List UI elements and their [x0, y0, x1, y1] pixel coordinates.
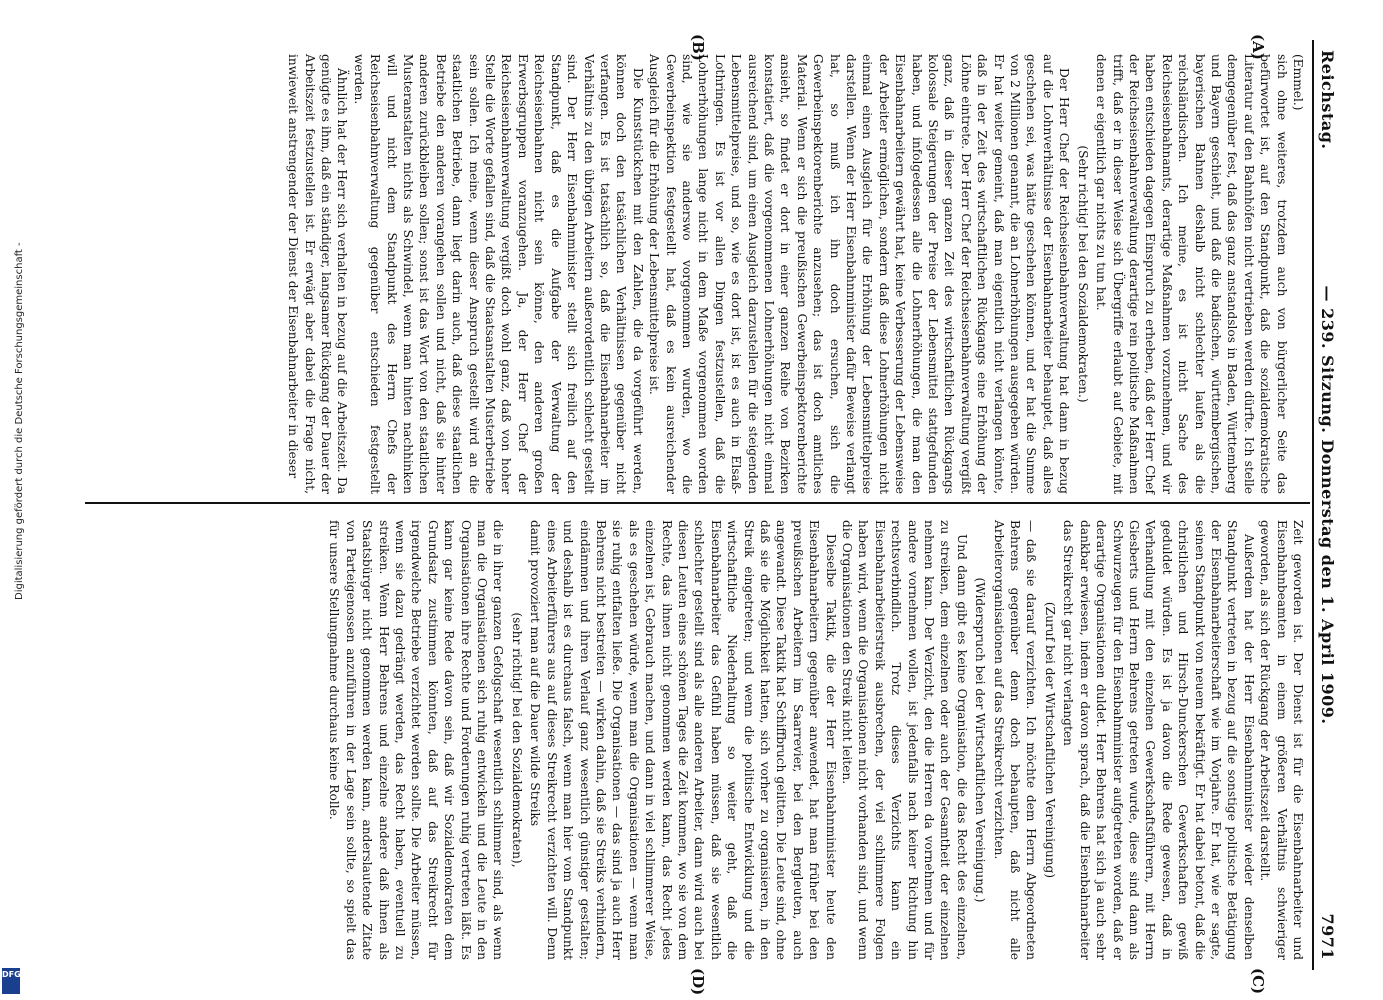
- margin-marker-a: (A): [1249, 34, 1267, 60]
- dfg-logo: [2, 968, 20, 994]
- column-divider: [85, 502, 1310, 504]
- paragraph: die in ihrer ganzen Gefolgschaft wesentlich schlimmer sind, als wenn man die Organisationen sich ruhig entwickeln und die Leute in den Organisationen ihre Rechte und Forderungen ruhig vertreten läßt. Es kann gar keine Rede davon sein, daß wir Sozialdemokraten dem Grundsatz zustimmen könnten, daß auf das Streikrecht für irgendwelche Betriebe verzichtet werden sollte. Die Arbeiter müssen, wenn sie dazu gedrängt werden, das Recht haben, eventuell zu streiken. Wenn Herr Behrens und einzelne andere daß ihnen als Staatsbürger nicht genommen werden kann, anderslautende Zitate von Parteigenossen anzuführen in der Lage sein sollte, so spielt das für unsere Stellungnahme durchaus keine Rolle.: [327, 520, 506, 960]
- header-left: Reichstag.: [1318, 50, 1337, 150]
- paragraph: (Emmel.): [1291, 54, 1305, 111]
- paragraph: Die Kunststückchen mit den Zahlen, die da vorgeführt werden, können doch den tatsächlichen Verhältnissen gegenüber nicht verfangen. Es ist tatsächlich so, daß die Eisenbahnarbeiter im Verhältnis zu den übrigen Arbeitern außerordentlich schlecht gestellt sind. Der Herr Eisenbahnminister stellt sich freilich auf den Standpunkt, daß es die Aufgabe der Verwaltung der Reichseisenbahnen nicht sein könne, den anderen großen Erwerbsgruppen voranzugehen. Ja, der Herr Chef der Reichseisenbahnverwaltung vergißt doch wohl ganz, daß von hoher Stelle die Worte gefallen sind, daß die Staatsanstalten Musterbetriebe sein sollen. Ich meine, wenn dieser Anspruch gestellt wird an die staatlichen Betriebe, dann liegt darin auch, daß diese staatlichen Betriebe den anderen vorangehen sollen und nicht, daß sie hinter anderen zurückbleiben sollen; sonst ist das Wort von den staatlichen Musteranstalten nichts als Schwindel, wenn man hinten nachhinken will und nicht dem Standpunkt des Herrn Chefs der Reichseisenbahnverwaltung gegenüber entschieden festgestellt werden.: [351, 54, 645, 494]
- page-header: [1312, 40, 1340, 970]
- header-center: — 239. Sitzung. Donnerstag den 1. April 1909.: [1318, 285, 1337, 725]
- margin-marker-b: (B): [689, 34, 707, 61]
- left-column: [285, 34, 1306, 495]
- digitization-credit: Digitalisierung gefördert durch die Deutsche Forschungsgemeinschaft -: [14, 242, 25, 600]
- right-column: [326, 520, 1306, 996]
- interjection-remark: (Zuruf bei der Wirtschaftlichen Vereinigung): [1042, 601, 1057, 879]
- paragraph: Ähnlich hat der Herr sich verhalten in bezug auf die Arbeitszeit. Da genügte es ihm, daß ein ständiger, langsamer Rückgang der Dauer der Arbeitszeit festzustellen ist. Er erwägt aber dabei die Frage nicht, inwieweit anstrengender der Dienst der Eisenbahnarbeiter in dieser: [286, 54, 350, 495]
- interjection-remark: (sehr richtig! bei den Sozialdemokraten),: [509, 612, 524, 868]
- paragraph: Zeit geworden ist. Der Dienst ist für die Eisenbahnarbeiter und Eisenbahnbeamten in einem größeren Verhältnis schwieriger geworden, als sich der Rückgang der Arbeitszeit darstellt.: [1258, 520, 1305, 960]
- margin-marker-c: (C): [1249, 968, 1267, 995]
- paragraph: sich ohne weiteres, trotzdem auch von bürgerlicher Seite das befürwortet ist, auf den Standpunkt, daß die sozialdemokratische Literatur auf den Bahnhöfen nicht vertrieben werden dürfte. Ich stelle demgegenüber fest, daß das ganz anstandslos in Baden, Württemberg und Bayern geschieht, und daß die badischen, württembergischen, bayerischen Bahnen deshalb nicht schlechter laufen als die reichsländischen. Ich meine, es ist nicht Sache des Reichseisenbahnamts, derartige Maßnahmen vorzunehmen, und wir haben entschieden dagegen Einspruch zu erheben, daß der Herr Chef der Reichseisenbahnverwaltung derartige rein politische Maßnahmen trifft, daß er in dieser Weise sich Übergriffe erlaubt auf Gebiete, mit denen er eigentlich gar nichts zu tun hat.: [1094, 54, 1289, 494]
- paragraph: Außerdem hat der Herr Eisenbahnminister wieder denselben Standpunkt vertreten in bezug auf die sonstige politische Betätigung der Eisenbahnarbeiterschaft wie im Vorjahre. Er hat, wie er sagte, seinen Standpunkt von neuem bekräftigt. Er hat dabei betont, daß die christlichen und Hirsch-Dunckerschen Gewerkschaften gewiß geduldet würden. Es ist ja davon die Rede gewesen, daß in Verhandlung mit den einzelnen Gewerkschaftsführern, mit Herrn Giesberts und Herrn Behrens getreten wurde, diese sind dann als Schwurzeugen für den Eisenbahnminister aufgetreten worden, daß er derartige Organisationen duldet. Herr Behrens hat sich ja auch sehr dankbar erwiesen, indem er davon sprach, daß die Eisenbahnarbeiter das Streikrecht gar nicht verlangten: [1061, 520, 1256, 960]
- paragraph: — daß sie darauf verzichten. Ich möchte dem Herrn Abgeordneten Behrens gegenüber denn doch behaupten, daß nicht alle Arbeiterorganisationen auf das Streikrecht verzichten.: [991, 520, 1039, 960]
- interjection-remark: (Sehr richtig! bei den Sozialdemokraten.): [1075, 145, 1090, 403]
- rotated-page: [70, 34, 1340, 996]
- dfg-logo-text: DFG: [2, 970, 21, 979]
- interjection-remark: (Widerspruch bei der Wirtschaftlichen Vereinigung.): [973, 577, 988, 903]
- paragraph: Der Herr Chef der Reichseisenbahnverwaltung hat dann in bezug auf die Lohnverhältnisse der Eisenbahnarbeiter behauptet, daß alles geschehen sei, was hätte geschehen können, und er hat die Summe von 2 Millionen genannt, die an Lohnerhöhungen ausgegeben würden. Er hat weiter gemeint, daß man eigentlich nicht verlangen könnte, daß in der Zeit des wirtschaftlichen Rückgangs eine Erhöhung der Löhne eintrete. Der Herr Chef der Reichseisenbahnverwaltung vergißt ganz, daß in dieser ganzen Zeit des wirtschaftlichen Rückgangs kolossale Steigerungen der Preise der Lebensmittel stattgefunden haben, und infolgedessen alle die Lohnerhöhungen, die man den Eisenbahnarbeitern gewährt hat, keine Verbesserung der Lebensweise der Arbeiter ermöglichen, sondern daß diese Lohnerhöhungen nicht einmal einen Ausgleich für die Erhöhung der Lebensmittelpreise darstellen. Wenn der Herr Eisenbahnminister dafür Beweise verlangt hat, so muß ich ihn doch ersuchen, sich die Gewerbeinspektorenberichte anzusehen; das ist doch amtliches Material. Wenn er sich die preußischen Gewerbeinspektorenberichte ansieht, so findet er dort in einer ganzen Reihe von Bezirken konstatiert, daß die vorgenommenen Lohnerhöhungen nicht einmal ausreichend sind, um einen Ausgleich darzustellen für die steigenden Lebensmittelpreise, und so, wie es dort ist, ist es auch in Elsaß-Lothringen. Es ist vor allen Dingen festzustellen, daß die Lohnerhöhungen lange nicht in dem Maße vorgenommen worden sind, wie sie anderswo vorgenommen wurden, wo die Gewerbeinspektion festgestellt hat, daß es kein ausreichender Ausgleich für die Erhöhung der Lebensmittelpreise ist.: [647, 54, 1072, 494]
- page-number: 7971: [1318, 913, 1337, 960]
- margin-marker-d: (D): [689, 968, 707, 996]
- paragraph: Dieselbe Taktik, die der Herr Eisenbahnminister heute den Eisenbahnarbeitern gegenüber anwendet, hat man früher bei den preußischen Arbeitern im Saarrevier, bei den Bergleuten, auch angewandt. Diese Taktik hat Schiffbruch gelitten. Die Leute sind, ohne daß sie die Möglichkeit hatten, sich vorher zu organisieren, in den Streik eingetreten; und wenn die politische Entwicklung und die wirtschaftliche Niederhaltung so weiter geht, daß die Eisenbahnarbeiter das Gefühl haben müssen, daß sie wesentlich schlechter gestellt sind als alle anderen Arbeiter, dann wird auch bei diesen Leuten eines schönen Tages die Zeit kommen, wo sie von dem Rechte, das ihnen nicht genommen werden kann, das Recht jedes einzelnen ist, Gebrauch machen, und dann in viel schlimmerer Weise, als es geschehen würde, wenn man die Organisationen — wenn man sie ruhig entfalten ließe. Die Organisationen — das sind ja auch Herr Behrens nicht bestreiten — wirken dahin, daß sie Streiks verhindern, eindämmen und ihren Verlauf ganz wesentlich günstiger gestalten; und deshalb ist es durchaus falsch, wenn man hier vom Standpunkt eines Arbeiterführers aus auf dieses Streikrecht verzichten will. Denn damit provoziert man auf die Dauer wilde Streiks: [528, 520, 838, 960]
- digitization-footer: [0, 0, 25, 1000]
- paragraph: Und dann gibt es keine Organisation, die das Recht des einzelnen, zu streiken, dem einzelnen oder auch der Gesamtheit der einzelnen nehmen kann. Der Verzicht, den die Herren da vornehmen und für andere vornehmen wollen, ist jedenfalls nach keiner Richtung hin rechtsverbindlich. Trotz dieses Verzichts kann ein Eisenbahnarbeiterstreik ausbrechen, der viel schlimmere Folgen haben wird, wenn die Organisationen nicht vorhanden sind, und wenn die Organisationen den Streik nicht leiten.: [840, 520, 969, 960]
